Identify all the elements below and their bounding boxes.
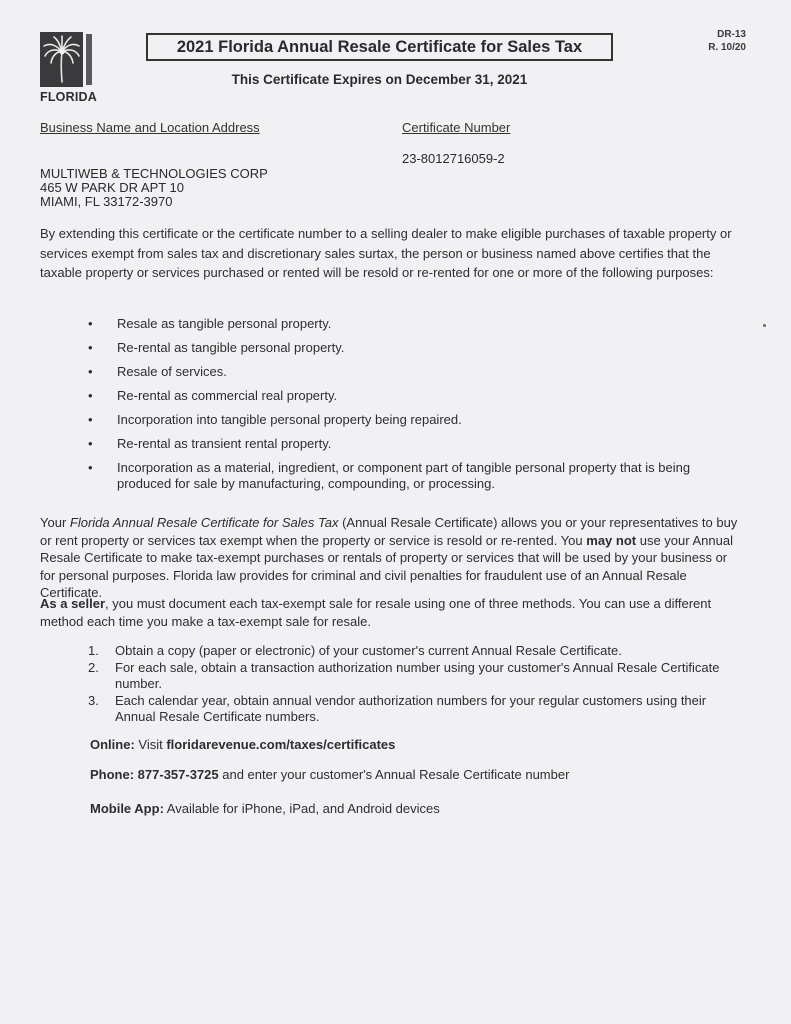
bullet-icon: • bbox=[88, 316, 93, 331]
may-not-emphasis: may not bbox=[586, 532, 637, 548]
bullet-icon: • bbox=[88, 436, 93, 451]
bullet-icon: • bbox=[88, 412, 93, 427]
certificate-number: 23-8012716059-2 bbox=[402, 151, 505, 166]
list-item: • Re-rental as commercial real property. bbox=[88, 388, 338, 403]
business-name: MULTIWEB & TECHNOLOGIES CORP bbox=[40, 166, 268, 181]
intro-paragraph: By extending this certificate or the certificate number to a selling dealer to make eligible purchases of taxable property or services exempt from sales tax and discretionary sales surtax, the person or business named above certifies that the taxable property or services purchased or rented will be resold or re-rented for one or more of the following purposes: bbox=[40, 226, 732, 280]
bullet-icon: • bbox=[88, 388, 93, 403]
list-item: 1. Obtain a copy (paper or electronic) of your customer's current Annual Resale Certificate. bbox=[88, 643, 622, 658]
contact-online: Online: Visit floridarevenue.com/taxes/certificates bbox=[90, 737, 396, 752]
contact-phone: Phone: 877-357-3725 and enter your customer's Annual Resale Certificate number bbox=[90, 767, 570, 782]
seller-paragraph: As a seller, you must document each tax-exempt sale for resale using one of three methods. You can use a different method each time you make a tax-exempt sale for resale. bbox=[40, 596, 712, 629]
contact-mobile-app: Mobile App: Available for iPhone, iPad, and Android devices bbox=[90, 801, 440, 816]
usage-paragraph: Your Florida Annual Resale Certificate for Sales Tax (Annual Resale Certificate) allows you or your representatives to buy or rent property or services tax exempt when the property or service is resold or re-rented. You may not use your Annual Resale Certificate to make tax-exempt purchases or rentals of property or services that will be used by your business or for personal purposes. Florida law provides for criminal and civil penalties for fraudulent use of an Annual Resale Certificate. bbox=[40, 515, 738, 600]
form-identifier bbox=[708, 28, 746, 54]
list-item: • Resale of services. bbox=[88, 364, 227, 379]
expiration-subtitle: This Certificate Expires on December 31, 2021 bbox=[231, 72, 528, 87]
business-label: Business Name and Location Address bbox=[40, 120, 260, 135]
scan-speck bbox=[763, 324, 766, 327]
bullet-icon: • bbox=[88, 460, 93, 475]
form-number: DR-13 bbox=[717, 29, 746, 40]
florida-dor-logo bbox=[40, 32, 96, 106]
list-item: • Re-rental as transient rental property. bbox=[88, 436, 332, 451]
online-url: floridarevenue.com/taxes/certificates bbox=[166, 737, 396, 752]
palm-tree-icon bbox=[40, 32, 83, 87]
list-item: • Resale as tangible personal property. bbox=[88, 316, 332, 331]
certificate-number-label: Certificate Number bbox=[402, 120, 511, 135]
methods-list bbox=[88, 643, 728, 726]
certificate-name-italic: Florida Annual Resale Certificate for Sales Tax bbox=[69, 515, 339, 530]
form-revision: R. 10/20 bbox=[708, 42, 746, 53]
list-item: • Incorporation as a material, ingredient, or component part of tangible personal property that is being produced for sale by manufacturing, compounding, or processing. bbox=[88, 460, 691, 491]
address-line-1: 465 W PARK DR APT 10 bbox=[40, 180, 185, 195]
purposes-list bbox=[88, 316, 728, 500]
list-item: • Re-rental as tangible personal property. bbox=[88, 340, 345, 355]
department-of-revenue-vertical-text bbox=[86, 34, 92, 85]
phone-number: 877-357-3725 bbox=[134, 767, 219, 782]
address-line-2: MIAMI, FL 33172-3970 bbox=[40, 194, 173, 209]
bullet-icon: • bbox=[88, 364, 93, 379]
business-address bbox=[40, 167, 268, 209]
logo-wordmark: FLORIDA bbox=[40, 90, 97, 104]
list-item: 3. Each calendar year, obtain annual vendor authorization numbers for your regular customers using their Annual Resale Certificate numbers. bbox=[88, 692, 707, 724]
bullet-icon: • bbox=[88, 340, 93, 355]
certificate-title: 2021 Florida Annual Resale Certificate for Sales Tax bbox=[146, 33, 613, 61]
list-item: • Incorporation into tangible personal property being repaired. bbox=[88, 412, 462, 427]
list-item: 2. For each sale, obtain a transaction authorization number using your customer's Annual Resale Certificate number. bbox=[88, 659, 720, 691]
